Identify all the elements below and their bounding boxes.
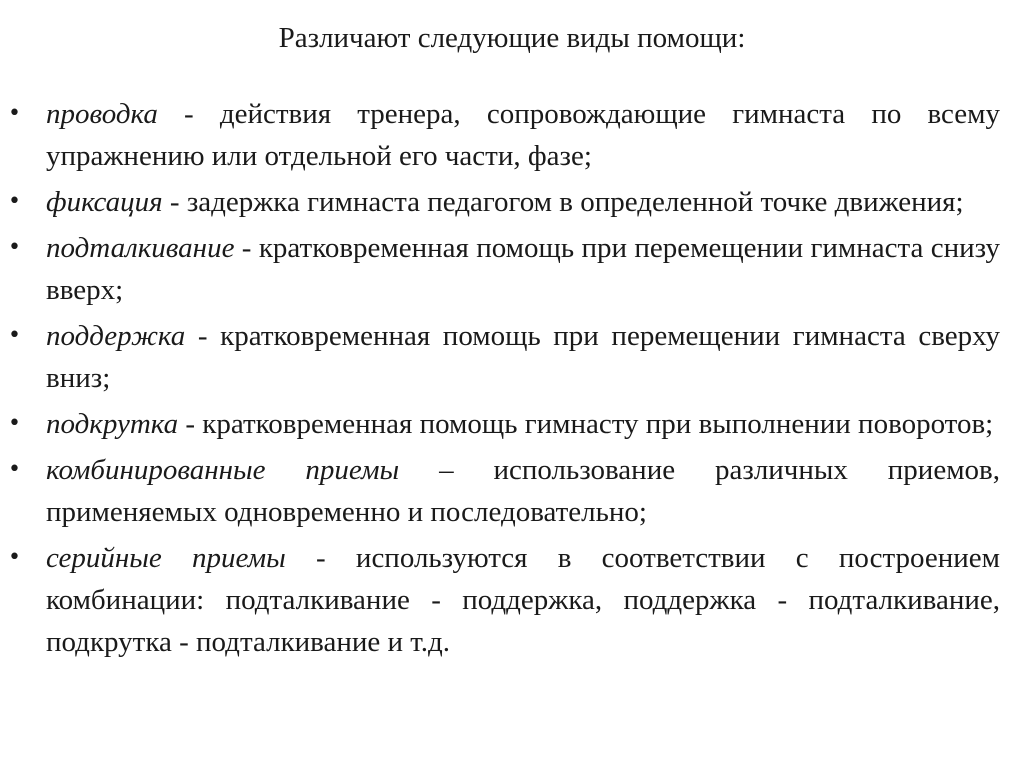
term-label: проводка [46,98,158,130]
list-item-seriynye [8,537,1000,663]
term-label: подкрутка [46,408,179,440]
list-item-fiksatsiya [8,181,1000,223]
term-label: фиксация [46,186,163,218]
term-description: - кратковременная помощь при перемещении гимнаста сверху вниз; [46,320,1000,394]
list-item-kombinirovannye [8,449,1000,533]
bullet-icon: • [8,457,21,482]
term-label: комбинированные приемы [46,454,400,486]
term-label: серийные приемы [46,542,286,574]
bullet-icon: • [8,323,21,348]
page-title: Различают следующие виды помощи: [278,22,746,54]
term-label: подталкивание [46,232,235,264]
assistance-types-list [0,93,1024,667]
list-item-podkrutka [8,403,1000,445]
bullet-icon: • [8,411,21,436]
term-description: - используются в соответствии с построением комбинации: подталкивание - поддержка, поддержка - подталкивание, подкрутка - подталкивание и т.д. [46,542,1000,658]
term-description: - кратковременная помощь при перемещении гимнаста снизу вверх; [46,232,1000,306]
bullet-icon: • [8,189,21,214]
term-description: - задержка гимнаста педагогом в определенной точке движения; [162,186,964,218]
bullet-icon: • [8,235,21,260]
term-description: - кратковременная помощь гимнасту при выполнении поворотов; [178,408,994,440]
list-item-provodka [8,93,1000,177]
term-description: – использование различных приемов, применяемых одновременно и последовательно; [46,454,1000,528]
list-item-podderzhka [8,315,1000,399]
list-item-podtalkivanie [8,227,1000,311]
term-description: - действия тренера, сопровождающие гимнаста по всему упражнению или отдельной его части, фазе; [46,98,1000,172]
term-label: поддержка [46,320,186,352]
bullet-icon: • [8,101,21,126]
bullet-icon: • [8,545,21,570]
